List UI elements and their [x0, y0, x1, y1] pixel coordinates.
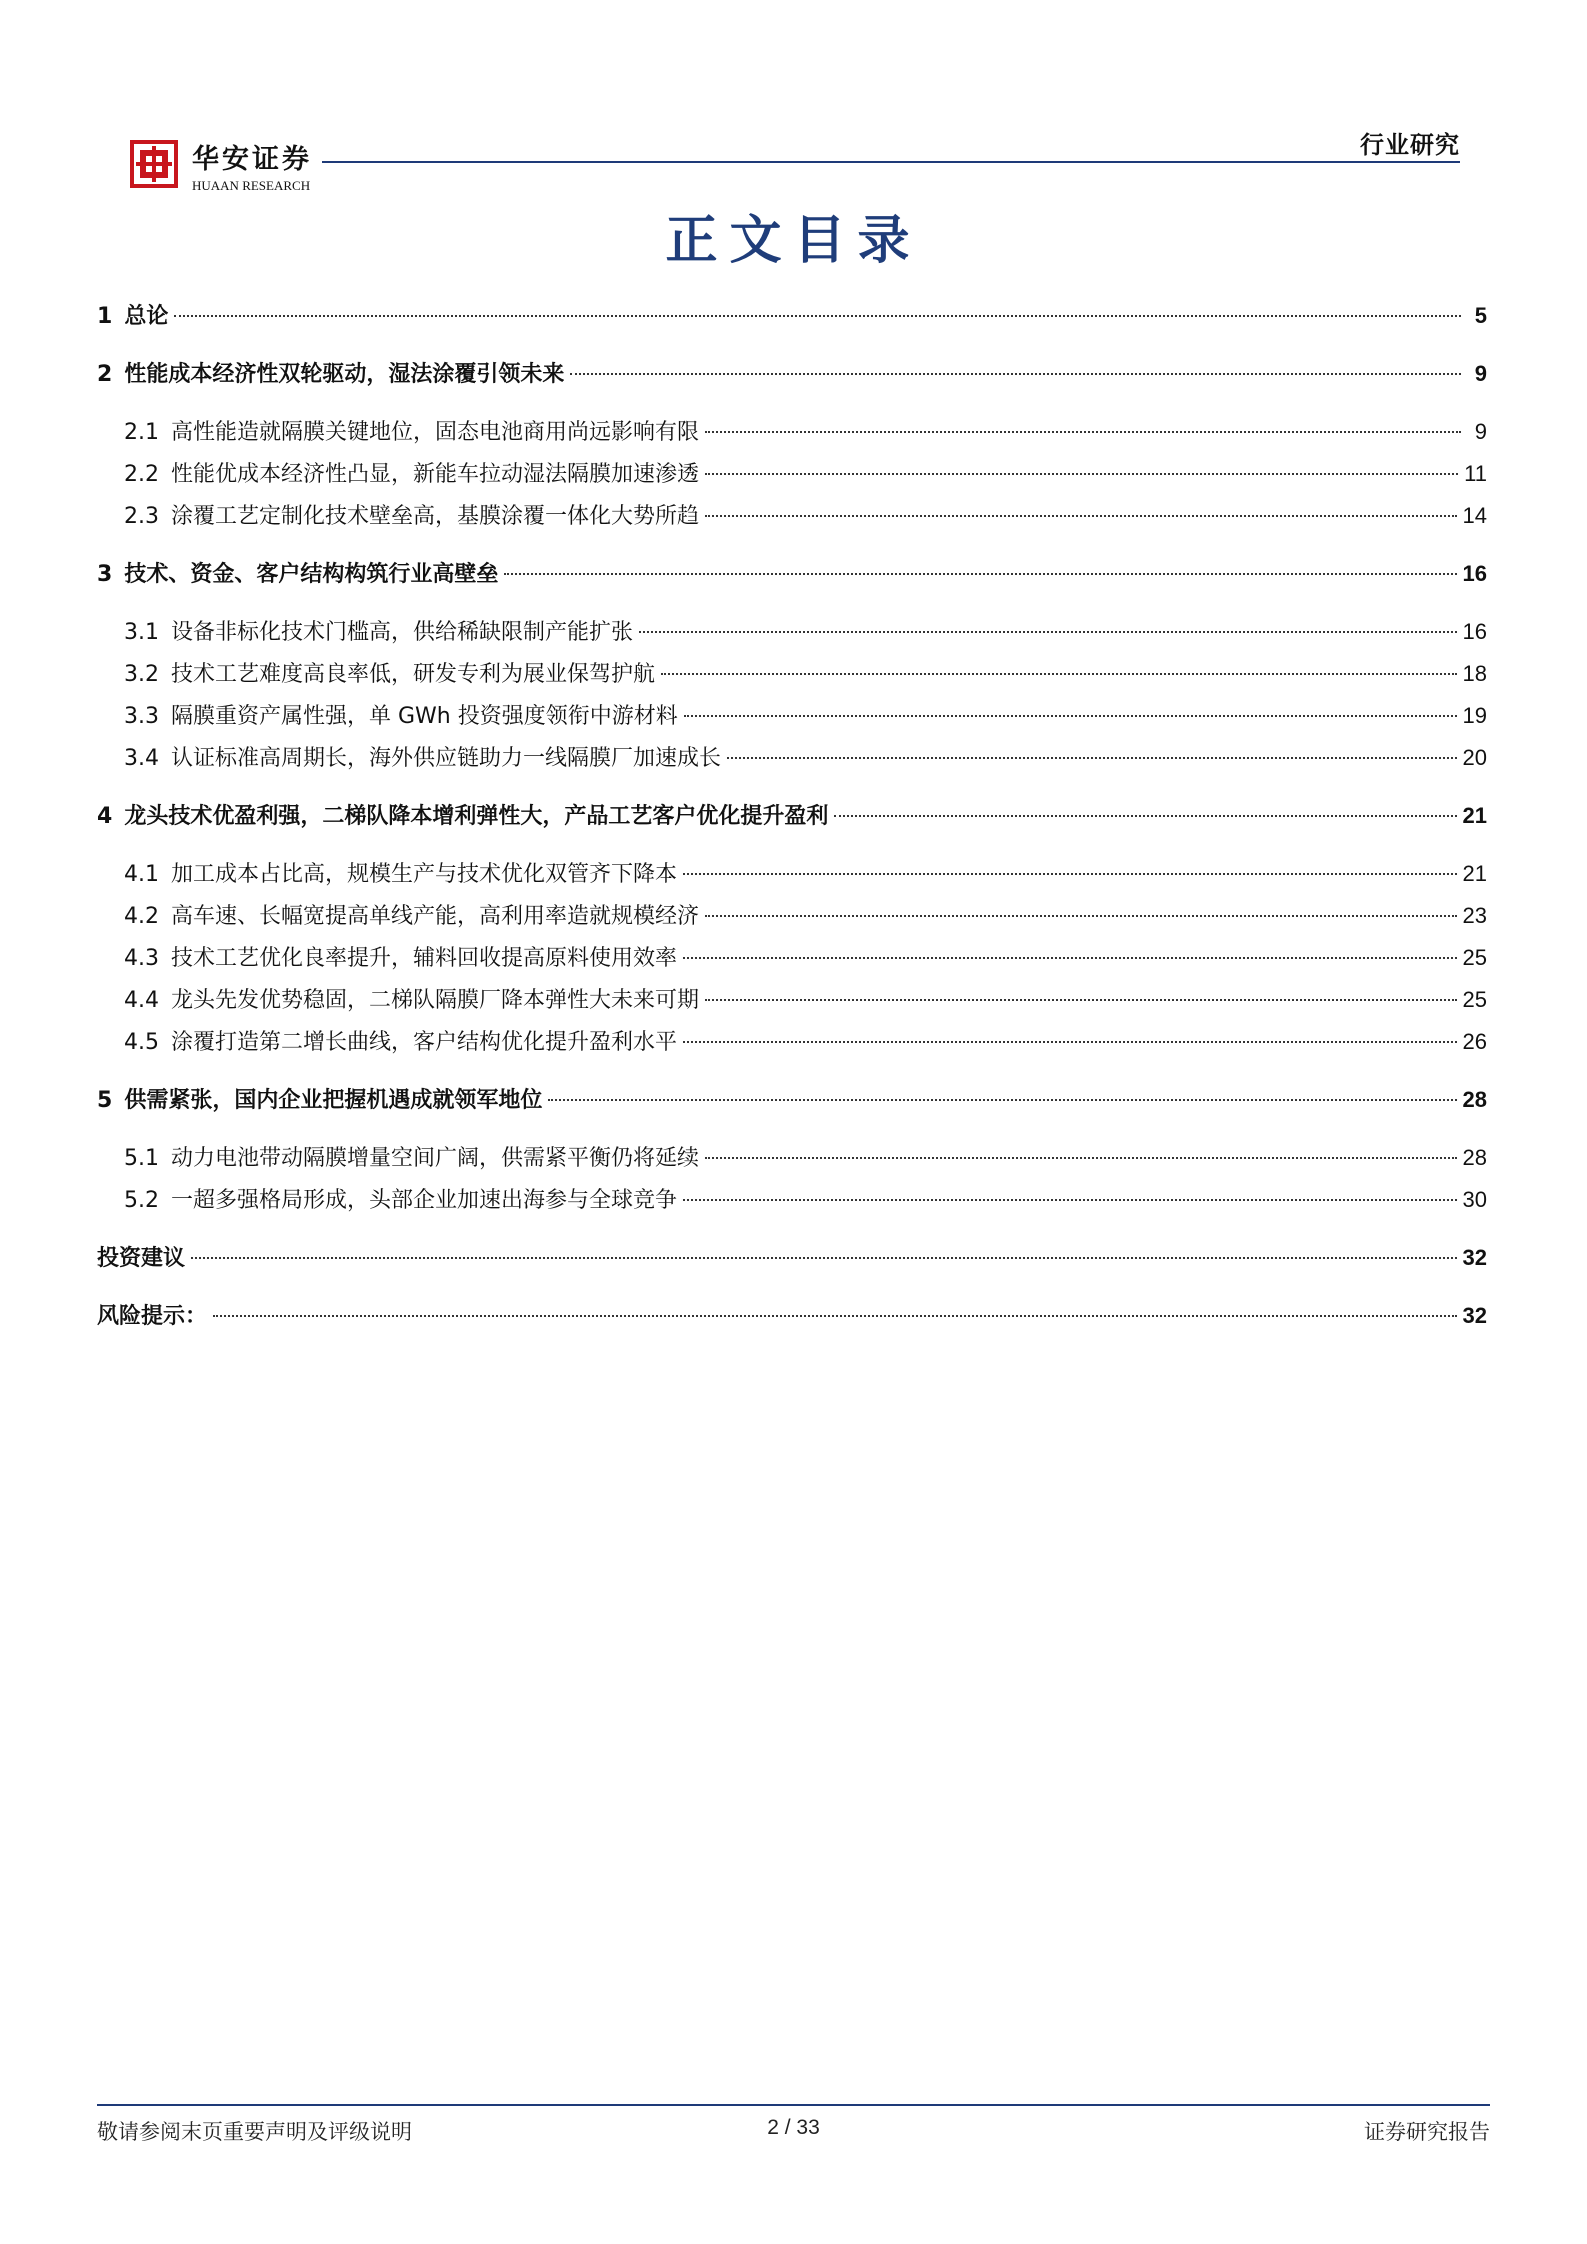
toc-dot-leader: [705, 473, 1458, 475]
toc-entry-page: 28: [1462, 1087, 1487, 1112]
toc-dot-leader: [570, 373, 1461, 375]
toc-entry-title: 高性能造就隔膜关键地位，固态电池商用尚远影响有限: [171, 420, 700, 445]
toc-entry-number: 2.1: [124, 420, 159, 445]
toc-entry-number: 3.3: [124, 704, 159, 729]
toc-section-entry[interactable]: [97, 1021, 1487, 1063]
toc-dot-leader: [705, 999, 1457, 1001]
brand-name-en: HUAAN RESEARCH: [192, 178, 311, 193]
toc-entry-title: 龙头先发优势稳固，二梯队隔膜厂降本弹性大未来可期: [171, 988, 700, 1013]
footer-rule: [97, 2104, 1490, 2106]
brand-name-cn: 华安证券: [192, 144, 312, 175]
toc-entry-page: 18: [1462, 661, 1487, 686]
toc-entry-title: 涂覆工艺定制化技术壁垒高，基膜涂覆一体化大势所趋: [171, 504, 700, 529]
toc-section-entry[interactable]: [97, 1179, 1487, 1221]
toc-entry-page: 25: [1462, 945, 1487, 970]
toc-dot-leader: [639, 631, 1457, 633]
toc-dot-leader: [705, 915, 1457, 917]
toc-entry-page: 28: [1462, 1145, 1487, 1170]
toc-entry-title: 性能优成本经济性凸显，新能车拉动湿法隔膜加速渗透: [171, 462, 700, 487]
toc-entry-page: 32: [1462, 1303, 1487, 1328]
toc-dot-leader: [174, 315, 1461, 317]
toc-section-entry[interactable]: [97, 1137, 1487, 1179]
toc-section-entry[interactable]: [97, 979, 1487, 1021]
toc-entry-page: 32: [1462, 1245, 1487, 1270]
toc-entry-number: 1: [97, 304, 113, 329]
toc-entry-page: 14: [1462, 503, 1487, 528]
footer-disclaimer: 敬请参阅末页重要声明及评级说明: [97, 2120, 412, 2144]
toc-entry-title: 加工成本占比高，规模生产与技术优化双管齐下降本: [171, 862, 678, 887]
toc-section-entry[interactable]: [97, 611, 1487, 653]
toc-chapter-entry[interactable]: [97, 353, 1487, 395]
toc-section-entry[interactable]: [97, 453, 1487, 495]
footer-report-type: 证券研究报告: [1364, 2120, 1490, 2144]
toc-dot-leader: [548, 1099, 1456, 1101]
toc-entry-title: 供需紧张，国内企业把握机遇成就领军地位: [124, 1088, 543, 1113]
toc-section-entry[interactable]: [97, 411, 1487, 453]
toc-entry-number: 3.4: [124, 746, 159, 771]
toc-entry-page: 9: [1474, 419, 1487, 444]
toc-entry-number: 4.1: [124, 862, 159, 887]
toc-entry-number: 4.4: [124, 988, 159, 1013]
toc-entry-number: 3.1: [124, 620, 159, 645]
header-rule: [322, 161, 1460, 163]
toc-dot-leader: [683, 957, 1457, 959]
toc-section-entry[interactable]: [97, 495, 1487, 537]
toc-dot-leader: [213, 1315, 1457, 1317]
toc-entry-page: 30: [1462, 1187, 1487, 1212]
toc-section-entry[interactable]: [97, 895, 1487, 937]
toc-entry-title: 总论: [124, 304, 169, 329]
toc-entry-page: 16: [1462, 561, 1487, 586]
toc-chapter-entry[interactable]: [97, 553, 1487, 595]
toc-entry-title: 动力电池带动隔膜增量空间广阔，供需紧平衡仍将延续: [171, 1146, 700, 1171]
toc-entry-number: 4.3: [124, 946, 159, 971]
toc-entry-title: 涂覆打造第二增长曲线，客户结构优化提升盈利水平: [171, 1030, 678, 1055]
toc-entry-number: 4.2: [124, 904, 159, 929]
toc-entry-page: 21: [1462, 861, 1487, 886]
toc-entry-number: 3: [97, 562, 113, 587]
toc-dot-leader: [504, 573, 1456, 575]
toc-entry-title: 风险提示：: [97, 1304, 208, 1329]
toc-entry-page: 23: [1462, 903, 1487, 928]
toc-entry-title: 技术工艺优化良率提升，辅料回收提高原料使用效率: [171, 946, 678, 971]
table-of-contents: [97, 295, 1487, 1337]
toc-chapter-entry[interactable]: [97, 295, 1487, 337]
toc-entry-number: 2.2: [124, 462, 159, 487]
toc-section-entry[interactable]: [97, 937, 1487, 979]
toc-entry-number: 5: [97, 1088, 113, 1113]
toc-dot-leader: [684, 715, 1457, 717]
report-category: 行业研究: [1360, 130, 1460, 159]
toc-chapter-entry[interactable]: [97, 1295, 1487, 1337]
toc-entry-page: 19: [1462, 703, 1487, 728]
toc-dot-leader: [705, 1157, 1457, 1159]
toc-dot-leader: [727, 757, 1457, 759]
toc-dot-leader: [834, 815, 1456, 817]
toc-dot-leader: [191, 1257, 1457, 1259]
toc-entry-page: 21: [1462, 803, 1487, 828]
toc-entry-title: 隔膜重资产属性强，单 GWh 投资强度领衔中游材料: [171, 704, 678, 729]
page-title: 正文目录: [665, 210, 922, 271]
toc-section-entry[interactable]: [97, 653, 1487, 695]
huaan-logo-icon: [130, 140, 178, 188]
toc-entry-number: 5.2: [124, 1188, 159, 1213]
toc-chapter-entry[interactable]: [97, 1237, 1487, 1279]
toc-section-entry[interactable]: [97, 695, 1487, 737]
toc-entry-page: 25: [1462, 987, 1487, 1012]
page-header: [130, 130, 1460, 205]
toc-dot-leader: [683, 1199, 1457, 1201]
toc-section-entry[interactable]: [97, 737, 1487, 779]
toc-entry-page: 16: [1462, 619, 1487, 644]
toc-entry-title: 龙头技术优盈利强，二梯队降本增利弹性大，产品工艺客户优化提升盈利: [124, 804, 829, 829]
toc-entry-title: 认证标准高周期长，海外供应链助力一线隔膜厂加速成长: [171, 746, 722, 771]
toc-dot-leader: [705, 515, 1457, 517]
toc-entry-title: 投资建议: [97, 1246, 186, 1271]
toc-entry-title: 高车速、长幅宽提高单线产能，高利用率造就规模经济: [171, 904, 700, 929]
toc-entry-title: 设备非标化技术门槛高，供给稀缺限制产能扩张: [171, 620, 634, 645]
toc-dot-leader: [661, 673, 1457, 675]
page-indicator: 2 / 33: [767, 2116, 820, 2139]
toc-entry-page: 20: [1462, 745, 1487, 770]
toc-dot-leader: [705, 431, 1461, 433]
toc-chapter-entry[interactable]: [97, 1079, 1487, 1121]
toc-entry-page: 26: [1462, 1029, 1487, 1054]
toc-dot-leader: [683, 873, 1457, 875]
toc-entry-number: 4: [97, 804, 113, 829]
toc-entry-number: 3.2: [124, 662, 159, 687]
toc-dot-leader: [683, 1041, 1457, 1043]
toc-entry-number: 4.5: [124, 1030, 159, 1055]
toc-entry-page: 11: [1464, 461, 1487, 486]
toc-entry-number: 5.1: [124, 1146, 159, 1171]
toc-entry-number: 2.3: [124, 504, 159, 529]
toc-section-entry[interactable]: [97, 853, 1487, 895]
toc-entry-page: 9: [1474, 361, 1487, 386]
toc-entry-title: 一超多强格局形成，头部企业加速出海参与全球竞争: [171, 1188, 678, 1213]
toc-entry-number: 2: [97, 362, 113, 387]
toc-entry-title: 技术工艺难度高良率低，研发专利为展业保驾护航: [171, 662, 656, 687]
toc-entry-page: 5: [1474, 303, 1487, 328]
toc-entry-title: 性能成本经济性双轮驱动，湿法涂覆引领未来: [124, 362, 565, 387]
toc-chapter-entry[interactable]: [97, 795, 1487, 837]
toc-entry-title: 技术、资金、客户结构构筑行业高壁垒: [124, 562, 499, 587]
